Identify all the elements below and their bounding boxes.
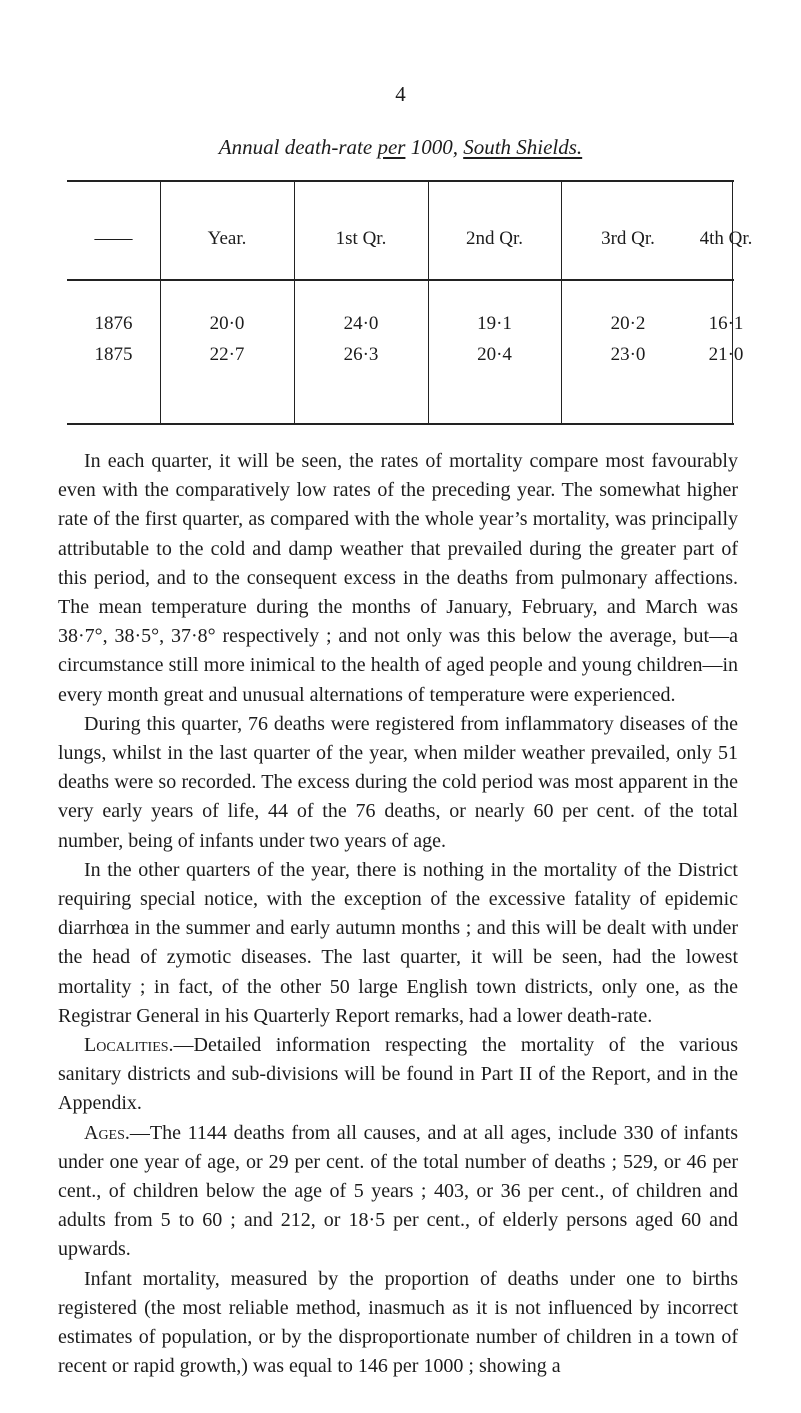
row-1876-label: 1876	[94, 313, 133, 334]
table-column-rule	[160, 180, 161, 424]
row-1875-q1: 26·3	[343, 344, 379, 365]
row-1876-q2: 19·1	[477, 313, 512, 334]
paragraph-localities	[58, 1031, 738, 1119]
table-column-rule	[561, 180, 562, 424]
table-bottom-rule	[67, 423, 734, 425]
table-column-rule	[428, 180, 429, 424]
ages-text: —The 1144 deaths from all causes, and at all ages, include 330 of infants under one year of age, or 29 per cent. of the total number of deaths ; 529, or 46 per cent., of children below the age of 5 years ; 403, or 36 per cent., of children and adults from 5 to 60 ; and 212, or 18·5 per cent., of elderly persons aged 60 and upwards.	[58, 1121, 738, 1261]
table-top-rule	[67, 180, 734, 182]
row-1875-label: 1875	[94, 344, 133, 365]
row-1875-q2: 20·4	[477, 344, 512, 365]
row-1875-q4: 21·0	[708, 344, 744, 365]
table-header-rule	[67, 279, 734, 281]
table-title-prefix: Annual death-rate	[218, 135, 378, 159]
header-year: Year.	[207, 228, 247, 249]
header-4th-qr: 4th Qr.	[699, 228, 753, 249]
paragraph-other-quarters: In the other quarters of the year, there is nothing in the mortality of the District requiring special notice, with the exception of the excessive fatality of epidemic diarrhœa in the summer and early autumn months ; and this will be dealt with under the head of zymotic diseases. The last quarter, it will be seen, had the lowest mortality ; in fact, of the other 50 large English town districts, only one, as the Registrar General in his Quarterly Report remarks, had a lower death-rate.	[58, 858, 738, 1027]
paragraph-infant-mortality: Infant mortality, measured by the proportion of deaths under one to births registered (the most reliable method, inasmuch as it is not influenced by incorrect estimates of population, or by the disproportionate number of children in a town of recent or rapid growth,) was equal to 146 per 1000 ; showing a	[58, 1267, 738, 1378]
table-column-rule	[294, 180, 295, 424]
localities-text: —Detailed information respecting the mortality of the various sanitary districts and sub-divisions will be found in Part II of the Report, and in the Appendix.	[58, 1034, 738, 1115]
ages-heading: Ages.	[84, 1121, 130, 1144]
row-1876-year: 20·0	[209, 313, 245, 334]
death-rate-table	[67, 180, 753, 424]
table-title-mid: 1000,	[405, 135, 464, 159]
row-1876-q1: 24·0	[343, 313, 379, 334]
table-title-place: South Shields.	[463, 135, 583, 159]
header-blank-dash: ——	[94, 228, 133, 249]
paragraph-quarterly-mortality: In each quarter, it will be seen, the rates of mortality compare most favourably even with the comparatively low rates of the preceding year. The somewhat higher rate of the first quarter, as compared with the whole year’s mortality, was principally attributable to the cold and damp weather that prevailed during the greater part of this period, and to the consequent excess in the deaths from pulmonary affections. The mean temperature during the months of January, February, and March was 38·7°, 38·5°, 37·8° respectively ; and not only was this below the average, but—a circumstance still more inimical to the health of aged people and young children—in every month great and unusual alternations of temperature were experienced.	[58, 450, 738, 706]
row-1875-q3: 23·0	[610, 344, 646, 365]
row-1876-q4: 16·1	[708, 313, 744, 334]
table-title-per: per	[377, 135, 406, 159]
table-column-rule	[732, 180, 733, 424]
table-title	[0, 137, 801, 158]
localities-heading: Localities.	[84, 1034, 174, 1057]
row-1876-q3: 20·2	[610, 313, 646, 334]
paragraph-ages	[58, 1119, 738, 1265]
header-2nd-qr: 2nd Qr.	[466, 228, 523, 249]
page-number: 4	[395, 82, 406, 106]
row-1875-year: 22·7	[209, 344, 245, 365]
body-text	[58, 447, 738, 1382]
header-3rd-qr: 3rd Qr.	[601, 228, 655, 249]
header-1st-qr: 1st Qr.	[335, 228, 387, 249]
paragraph-lung-diseases: During this quarter, 76 deaths were registered from inflammatory diseases of the lungs, whilst in the last quarter of the year, when milder weather prevailed, only 51 deaths were so recorded. The excess during the cold period was most apparent in the very early years of life, 44 of the 76 deaths, or nearly 60 per cent. of the total number, being of infants under two years of age.	[58, 712, 738, 852]
